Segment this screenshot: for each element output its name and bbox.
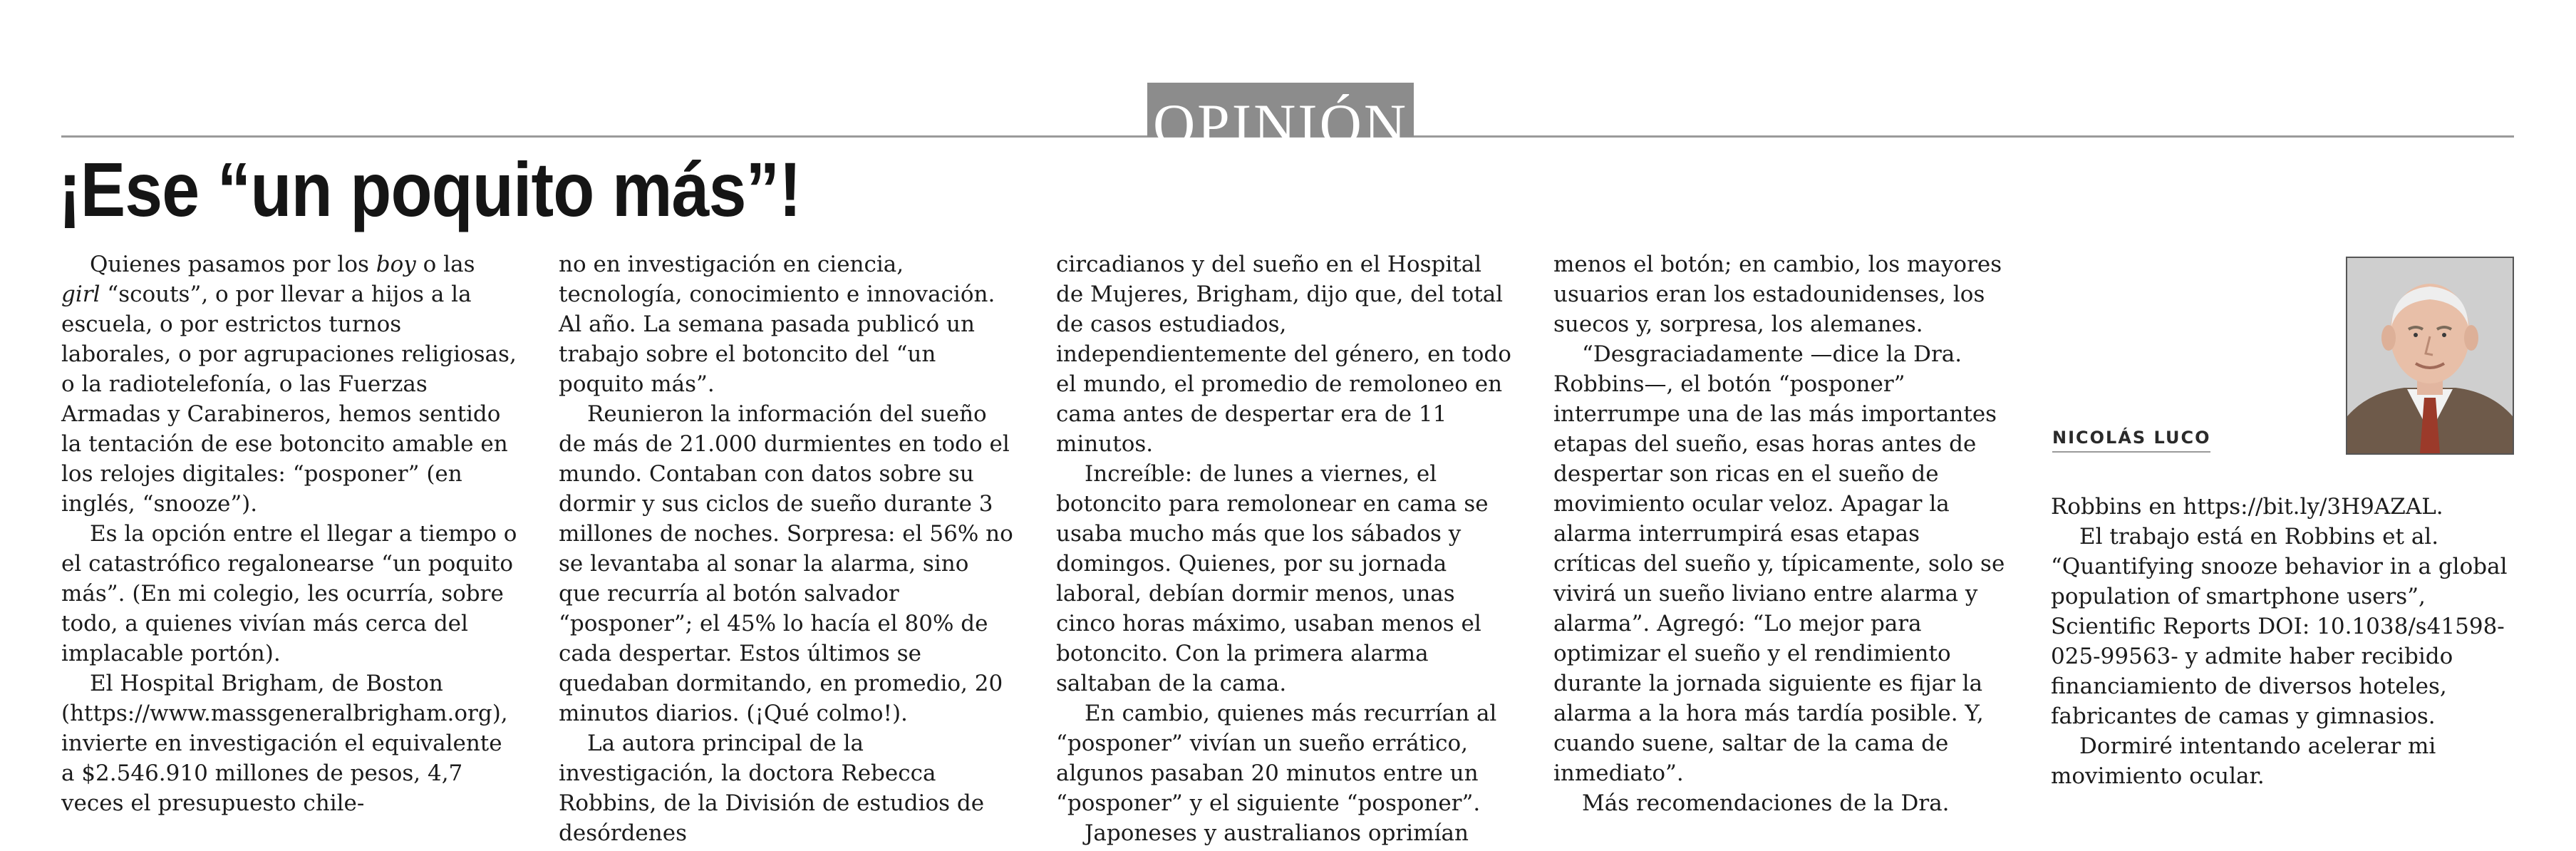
paragraph: El Hospital Brigham, de Boston (https://www.massgeneralbrigham.org), invierte en investigación el equivalente a $2.546.910 millones de pesos, 4,7 veces el presupuesto chile- (61, 671, 508, 816)
headline: ¡Ese “un poquito más”! (58, 146, 801, 232)
paragraph: Japoneses y australianos oprimían (1085, 820, 1469, 846)
paragraph: no en investigación en ciencia, tecnología, conocimiento e innovación. Al año. La semana pasada publicó un trabajo sobre el botoncito del “un poquito más”. (559, 252, 995, 397)
author-photo (2346, 257, 2514, 455)
section-label: OPINIÓN (1147, 83, 1414, 137)
paragraph: menos el botón; en cambio, los mayores usuarios eran los estadounidenses, los suecos y, sorpresa, los alemanes. (1553, 252, 2002, 337)
paragraph: Más recomendaciones de la Dra. (1582, 790, 1950, 816)
article-column-1 (61, 249, 517, 827)
paragraph: “Desgraciadamente —dice la Dra. Robbins—, el botón “posponer” interrumpe una de las más importantes etapas del sueño, esas horas antes de despertar son ricas en el sueño de movimiento ocular veloz. Apagar la alarma interrumpirá esas etapas críticas del sueño y, típicamente, solo se vivirá un sueño liviano entre alarma y alarma”. Agregó: “Lo mejor para optimizar el sueño y el rendimiento durante la jornada siguiente es fijar la alarma a la hora más tardía posible. Y, cuando suene, saltar de la cama de inmediato”. (1553, 341, 2005, 786)
paragraph: El trabajo está en Robbins et al. “Quantifying snooze behavior in a global population of smartphone users”, Scientific Reports DOI: 10.1038/s41598-025-99563- y admite haber recibido financiamiento de diversos hoteles, fabricantes de camas y gimnasios. (2051, 524, 2508, 729)
paragraph: En cambio, quienes más recurrían al “posponer” vivían un sueño errático, algunos pasaban 20 minutos entre un “posponer” y el siguiente “posponer”. (1056, 701, 1497, 816)
paragraph: Reunieron la información del sueño de más de 21.000 durmientes en todo el mundo. Contaban con datos sobre su dormir y sus ciclos de sueño durante 3 millones de noches. Sorpresa: el 56% no se levantaba al sonar la alarma, sino que recurría al botón salvador “posponer”; el 45% lo hacía el 80% de cada despertar. Estos últimos se quedaban dormitando, en promedio, 20 minutos diarios. (¡Qué colmo!). (559, 401, 1013, 726)
article-column-3 (1056, 249, 1512, 846)
article-column-5 (2051, 492, 2514, 834)
author-byline: NICOLÁS LUCO (2052, 428, 2210, 453)
article-column-2 (559, 249, 1015, 846)
paragraph: Dormiré intentando acelerar mi movimiento ocular. (2051, 733, 2436, 789)
paragraph: Quienes pasamos por los boy o las girl “scouts”, o por llevar a hijos a la escuela, o por estrictos turnos laborales, o por agrupaciones religiosas, o la radiotelefonía, o las Fuerzas Armadas y Carabineros, hemos sentido la tentación de ese botoncito amable en los relojes digitales: “posponer” (en inglés, “snooze”). (61, 252, 517, 517)
paragraph: Robbins en https://bit.ly/3H9AZAL. (2051, 494, 2443, 520)
paragraph: Es la opción entre el llegar a tiempo o el catastrófico regalonearse “un poquito más”. (En mi colegio, les ocurría, sobre todo, a quienes vivían más cerca del implacable portón). (61, 521, 517, 666)
article-column-4 (1553, 249, 2009, 827)
author-portrait-illustration (2347, 258, 2513, 453)
paragraph: circadianos y del sueño en el Hospital de Mujeres, Brigham, dijo que, del total de casos estudiados, independientemente del género, en todo el mundo, el promedio de remoloneo en cama antes de despertar era de 11 minutos. (1056, 252, 1511, 457)
paragraph: La autora principal de la investigación, la doctora Rebecca Robbins, de la División de estudios de desórdenes (559, 731, 985, 846)
paragraph: Increíble: de lunes a viernes, el botoncito para remolonear en cama se usaba mucho más que los sábados y domingos. Quienes, por su jornada laboral, debían dormir menos, unas cinco horas máximo, usaban menos el botoncito. Con la primera alarma saltaban de la cama. (1056, 461, 1489, 696)
